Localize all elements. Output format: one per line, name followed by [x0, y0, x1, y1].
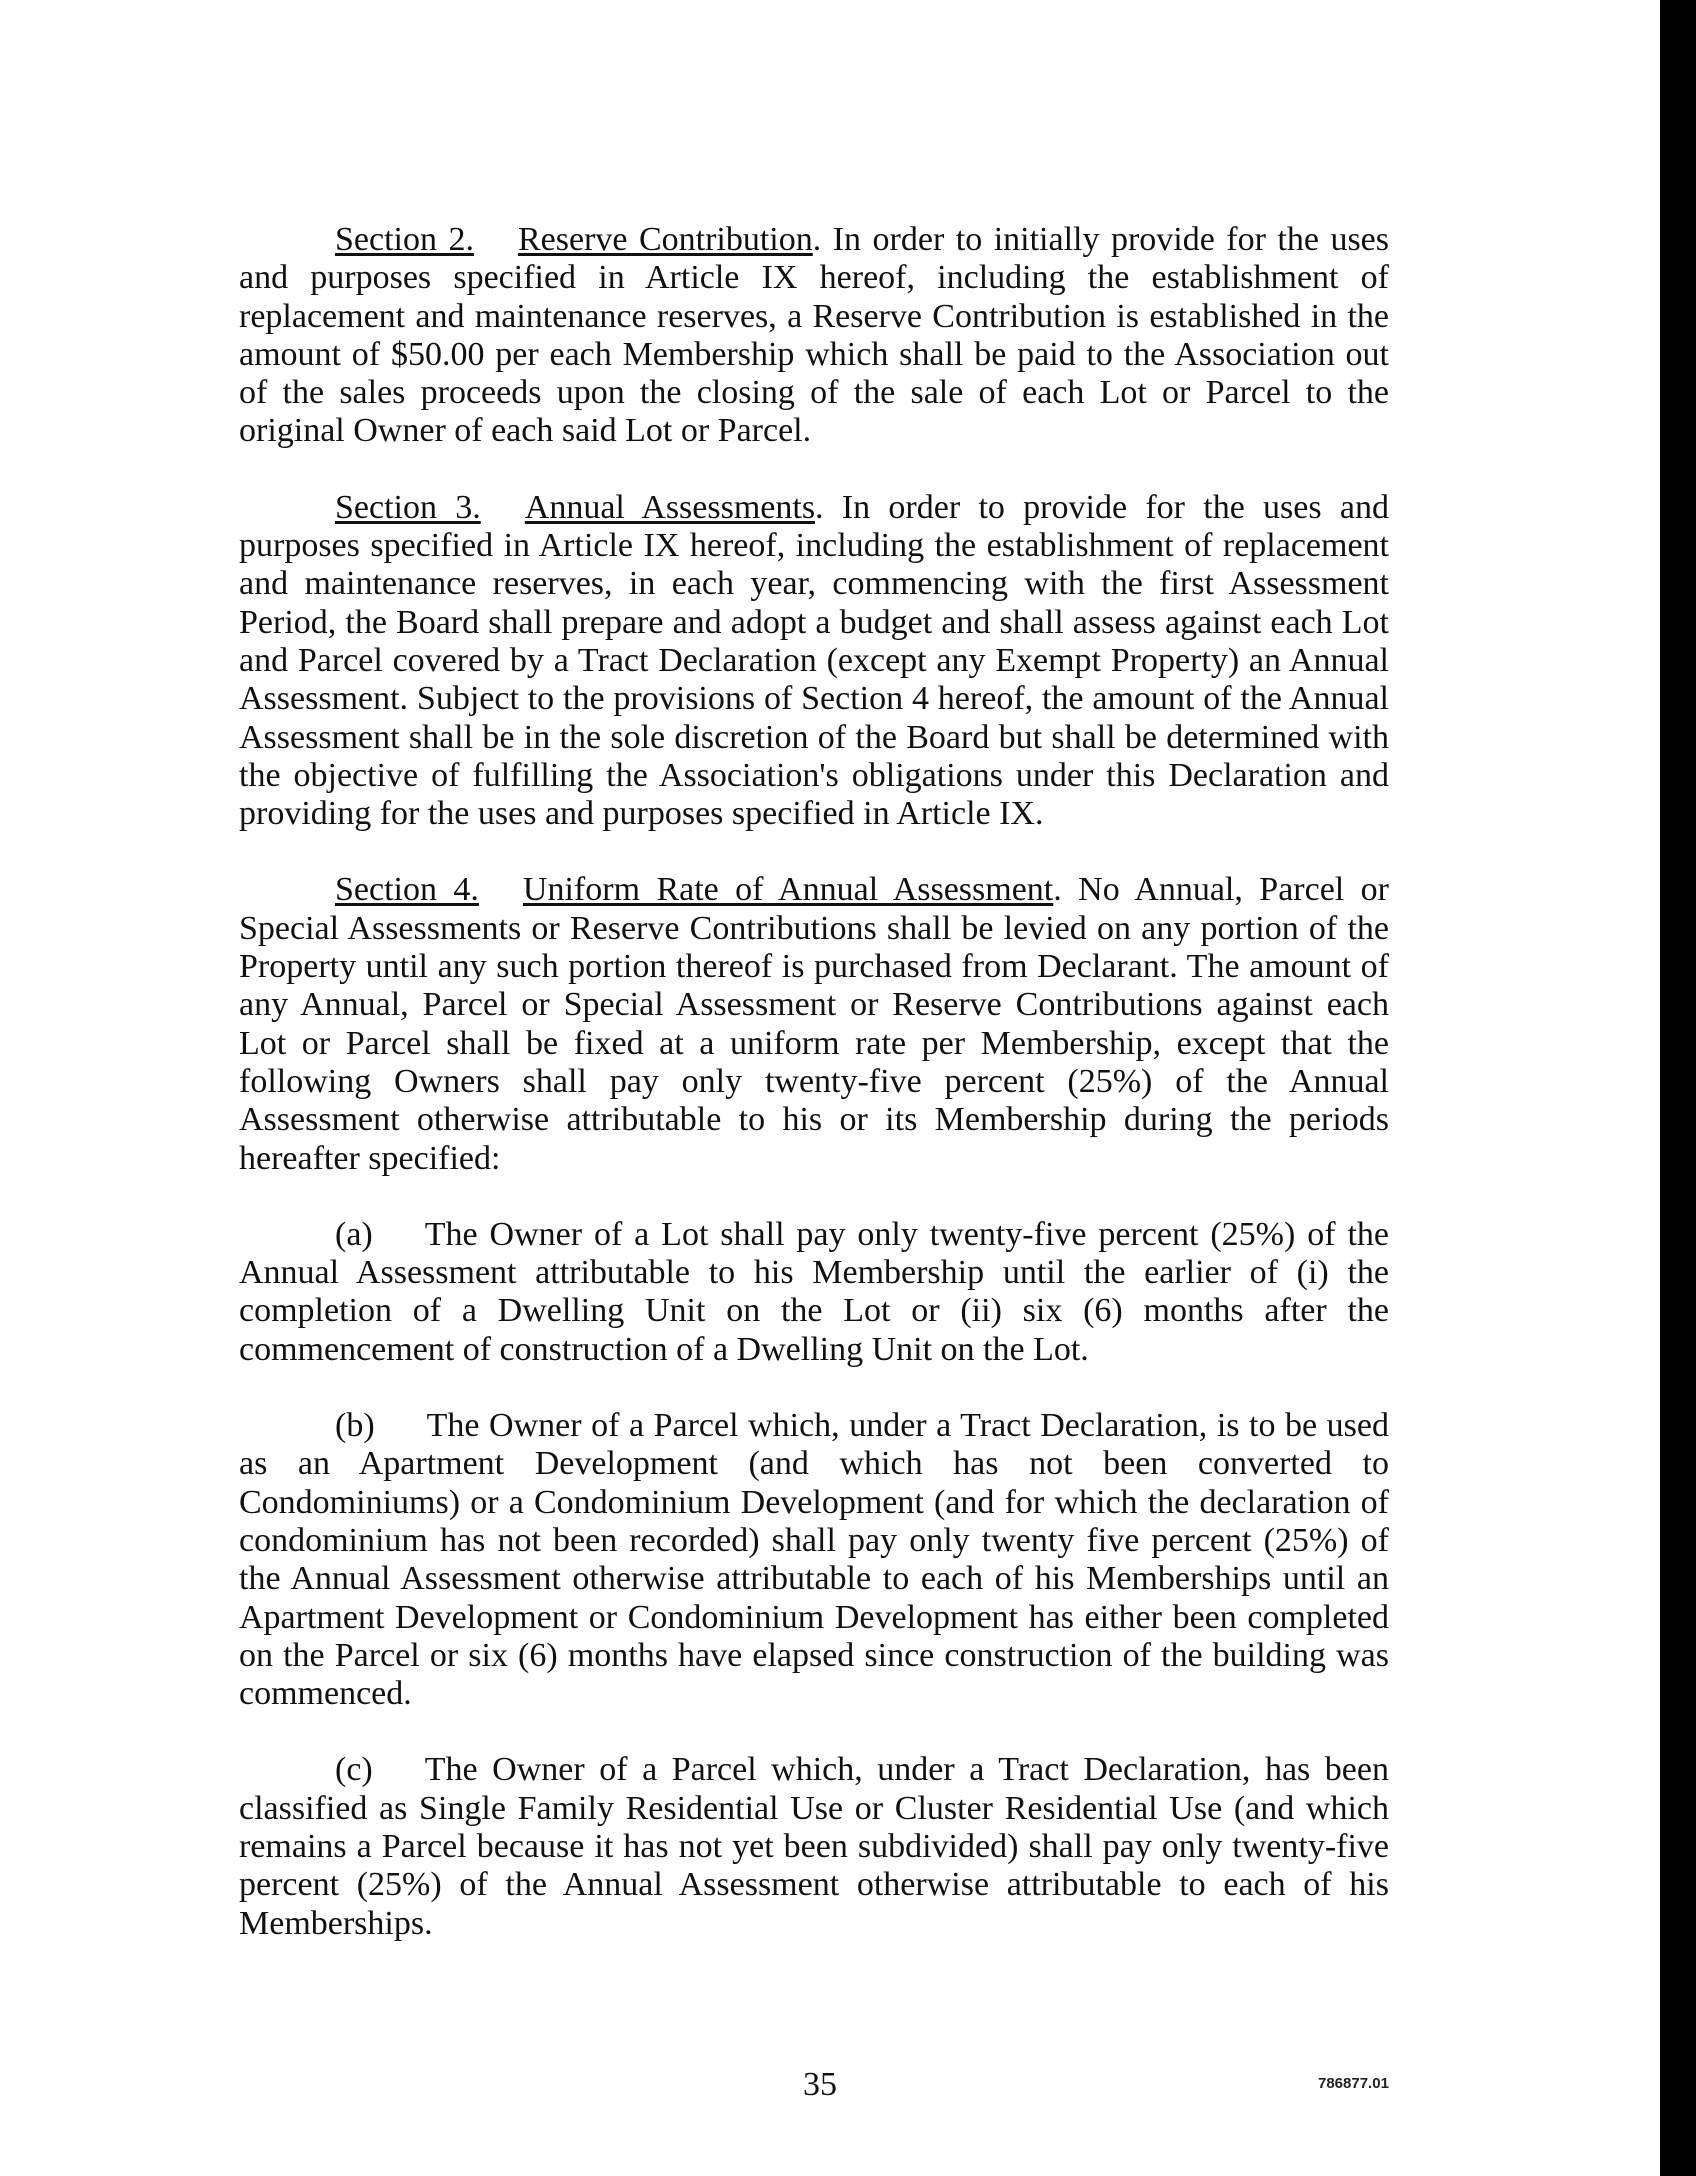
subsection-b-text: The Owner of a Parcel which, under a Tract Declaration, is to be used as an Apartment Development (and which has not been converted to Condominiums) or a Condominium Development (and for which the declaration of condominium has not been recorded) shall pay only twenty five percent (25%) of the Annual Assessment otherwise attributable to each of his Memberships until an Apartment Development or Condominium Development has either been completed on the Parcel or six (6) months have elapsed since construction of the building was commenced. [239, 1407, 1389, 1713]
subsection-b-label: (b) [335, 1407, 375, 1445]
section-2-title: Reserve Contribution [517, 221, 813, 258]
section-2-text: . In order to initially provide for the uses and purposes specified in Article IX hereof, including the establishment of replacement and maintenance reserves, a Reserve Contribution is established in the amount of $50.00 per each Membership which shall be paid to the Association out of the sales proceeds upon the closing of the sale of each Lot or Parcel to the original Owner of each said Lot or Parcel. [239, 221, 1389, 450]
scan-edge-bar [1660, 0, 1696, 2176]
document-body [239, 221, 1389, 1981]
section-4-number: Section 4. [335, 871, 479, 909]
subsection-c-text: The Owner of a Parcel which, under a Tract Declaration, has been classified as Single Family Residential Use or Cluster Residential Use (and which remains a Parcel because it has not yet been subdivided) shall pay only twenty-five percent (25%) of the Annual Assessment otherwise attributable to each of his Memberships. [239, 1751, 1389, 1942]
document-id: 786877.01 [1318, 2075, 1389, 2092]
subsection-a-paragraph [239, 1216, 1389, 1369]
subsection-c-label: (c) [335, 1751, 373, 1789]
section-3-title: Annual Assessments [524, 488, 816, 526]
subsection-a-text: The Owner of a Lot shall pay only twenty-five percent (25%) of the Annual Assessment attributable to his Membership until the earlier of (i) the completion of a Dwelling Unit on the Lot or (ii) six (6) months after the commencement of construction of a Dwelling Unit on the Lot. [239, 1215, 1389, 1368]
section-3-text: . In order to provide for the uses and purposes specified in Article IX hereof, including the establishment of replacement and maintenance reserves, in each year, commencing with the first Assessment Period, the Board shall prepare and adopt a budget and shall assess against each Lot and Parcel covered by a Tract Declaration (except any Exempt Property) an Annual Assessment. Subject to the provisions of Section 4 hereof, the amount of the Annual Assessment shall be in the sole discretion of the Board but shall be determined with the objective of fulfilling the Association's obligations under this Declaration and providing for the uses and purposes specified in Article IX. [239, 488, 1389, 833]
section-3-number: Section 3. [335, 488, 481, 526]
subsection-c-paragraph [239, 1751, 1389, 1942]
section-2-paragraph [239, 221, 1389, 451]
section-3-paragraph [239, 489, 1389, 834]
subsection-a-label: (a) [335, 1215, 373, 1253]
subsection-b-paragraph [239, 1407, 1389, 1713]
section-4-text: . No Annual, Parcel or Special Assessments or Reserve Contributions shall be levied on any portion of the Property until any such portion thereof is purchased from Declarant. The amount of any Annual, Parcel or Special Assessment or Reserve Contributions against each Lot or Parcel shall be fixed at a uniform rate per Membership, except that the following Owners shall pay only twenty-five percent (25%) of the Annual Assessment otherwise attributable to his or its Membership during the periods hereafter specified: [239, 871, 1389, 1177]
section-2-number: Section 2. [335, 221, 474, 258]
section-4-title: Uniform Rate of Annual Assessment [522, 871, 1054, 909]
page-number: 35 [803, 2066, 837, 2103]
section-4-paragraph [239, 871, 1389, 1177]
